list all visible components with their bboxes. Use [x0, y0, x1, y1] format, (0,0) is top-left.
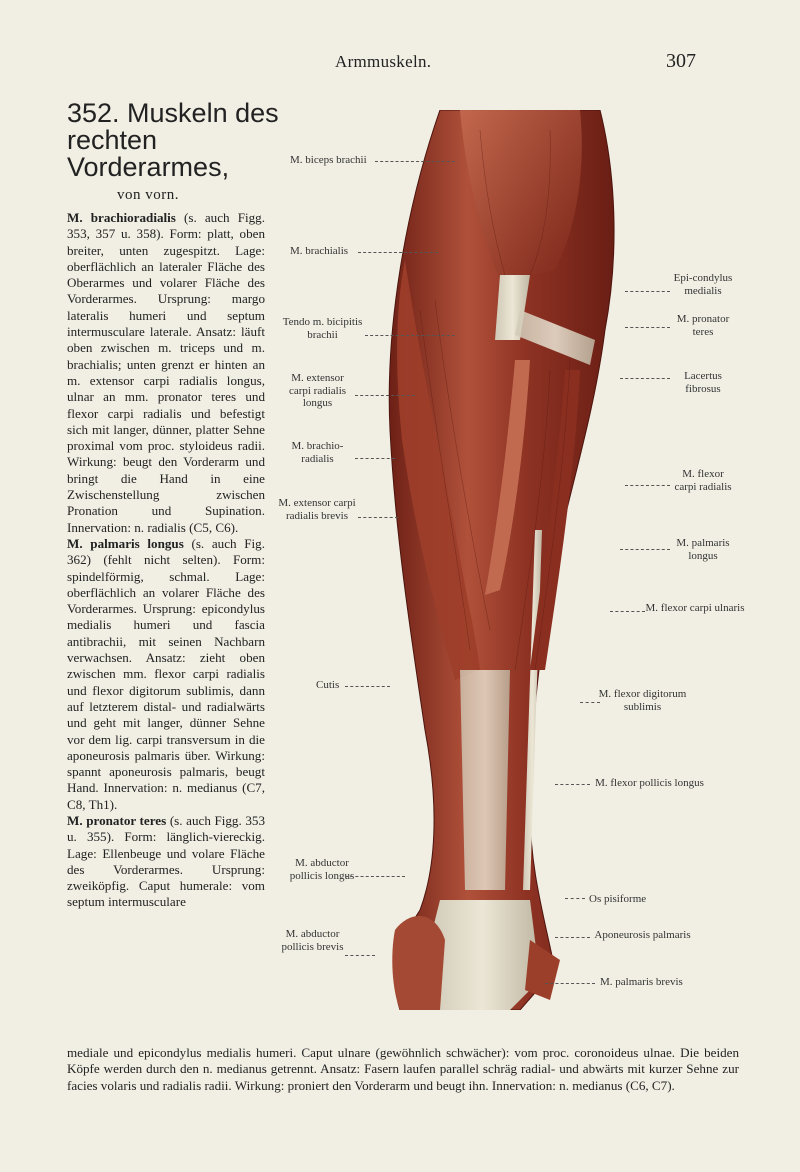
label-flexor-digitorum: M. flexor digitorum sublimis: [598, 688, 687, 713]
label-epicondylus: Epi-condylus medialis: [673, 272, 733, 297]
leader-line: [375, 161, 455, 162]
page-number: 307: [666, 50, 696, 72]
leader-line: [555, 937, 590, 938]
paragraph-body: (s. auch Figg. 353, 357 u. 358). Form: platt, oben breiter, unten zugespitzt. Lage: oberflächlich an lateraler Fläche des Oberarmes und volarer Fläche des Vorderarmes. Ursprung: margo lateralis humeri und septum intermusculare laterale. Ansatz: läuft oben zwischen m. triceps und m. brachialis; unten grenzt er hinten an m. extensor carpi radialis longus, ulnar an mm. pronator teres und flexor carpi radialis und befestigt sich mit langer, dünner, platter Sehne proximal vom proc. styloideus radii. Wirkung: beugt den Vorderarm und bringt die Hand in eine Zwischenstellung zwischen Pronation und Supination. Innervation: n. radialis (C5, C6).: [67, 210, 265, 535]
label-flexor-carpi-radialis: M. flexor carpi radialis: [674, 468, 732, 493]
label-pronator-teres: M. pronator teres: [676, 313, 730, 338]
label-brachioradialis: M. brachio-radialis: [291, 440, 344, 465]
leader-line: [610, 611, 645, 612]
section-subtitle: von vorn.: [117, 187, 179, 203]
paragraph-pronator-teres: [67, 813, 265, 911]
label-ext-carpi-rad-brevis: M. extensor carpi radialis brevis: [278, 497, 356, 522]
leader-line: [345, 686, 390, 687]
paragraph-continuation: mediale und epicondylus medialis humeri. Caput ulnare (gewöhnlich schwächer): vom proc. coronoideus ulnae. Die beiden Köpfe werden durch den n. medianus getrennt. Ansatz: Fasern laufen parallel schräg radial- und abwärts mit kurzer Sehne zur facies volaris und radialis radii. Wirkung: proniert den Vorderarm und beugt ihn. Innervation: n. medianus (C6, C7).: [67, 1045, 739, 1093]
label-ext-carpi-rad-longus: M. extensor carpi radialis longus: [288, 372, 347, 409]
leader-line: [625, 485, 670, 486]
running-title: Armmuskeln.: [335, 52, 432, 71]
leader-line: [580, 702, 600, 703]
leader-line: [545, 983, 595, 984]
leader-line: [358, 517, 398, 518]
muscle-heading: M. brachioradialis: [67, 210, 176, 225]
leader-line: [620, 549, 670, 550]
leader-line: [625, 327, 670, 328]
label-aponeurosis: Aponeurosis palmaris: [594, 929, 691, 941]
leader-line: [365, 335, 455, 336]
label-lacertus: Lacertus fibrosus: [684, 370, 722, 395]
section-title: 352. Muskeln des rechten Vorderarmes,: [67, 98, 279, 182]
muscle-heading: M. pronator teres: [67, 812, 167, 828]
leader-line: [345, 876, 405, 877]
description-column: [67, 210, 265, 911]
leader-line: [355, 458, 395, 459]
label-abductor-pollicis-brevis: M. abductor pollicis brevis: [281, 928, 344, 953]
muscle-heading: M. palmaris longus: [67, 535, 184, 551]
label-flexor-pollicis: M. flexor pollicis longus: [595, 777, 704, 789]
paragraph-body: (s. auch Figg. 353 u. 355). Form: länglich-viereckig. Lage: Ellenbeuge und volare Fläche des Vorderarmes. Ursprung: zweiköpfig. Caput humerale: vom septum intermusculare: [67, 812, 265, 910]
leader-line: [345, 955, 375, 956]
paragraph-body: (s. auch Fig. 362) (fehlt nicht selten). Form: spindelförmig, schmal. Lage: oberflächlich an volarer Fläche des Vorderarmes. Ursprung: epicondylus medialis humeri und fascia antibrachii, mit seinen Nachbarn verwachsen. Ansatz: zieht oben zwischen mm. flexor carpi radialis und flexor digitorum sublimis, dann auf letzterem distal- und radialwärts und geht mit langer, dünner Sehne vor dem lig. carpi transversum in die aponeurosis palmaris über. Wirkung: spannt aponeurosis palmaris, beugt Hand. Innervation: n. medianus (C7, C8, Th1).: [67, 535, 265, 812]
label-os-pisiforme: Os pisiforme: [589, 893, 647, 905]
paragraph-palmaris-longus: [67, 536, 265, 813]
label-abductor-pollicis-longus: M. abductor pollicis longus: [289, 857, 355, 882]
running-head: [0, 52, 800, 76]
label-brachialis: M. brachialis: [290, 245, 349, 257]
thenar-shape: [392, 916, 445, 1010]
palmaris-brevis-shape: [525, 940, 560, 1000]
leader-line: [625, 291, 670, 292]
leader-line: [565, 898, 585, 899]
label-tendo-bicipitis: Tendo m. bicipitis brachii: [282, 316, 363, 341]
label-cutis: Cutis: [316, 679, 340, 691]
flexor-tendons-shape: [460, 670, 510, 890]
forearm-illustration: [380, 110, 630, 1010]
leader-line: [355, 395, 415, 396]
label-palmaris-longus: M. palmaris longus: [676, 537, 730, 562]
leader-line: [358, 252, 438, 253]
label-flexor-carpi-ulnaris: M. flexor carpi ulnaris: [645, 602, 745, 614]
leader-line: [620, 378, 670, 379]
leader-line: [555, 784, 590, 785]
label-biceps: M. biceps brachii: [290, 154, 367, 166]
paragraph-brachioradialis: [67, 210, 265, 536]
label-palmaris-brevis: M. palmaris brevis: [600, 976, 683, 988]
